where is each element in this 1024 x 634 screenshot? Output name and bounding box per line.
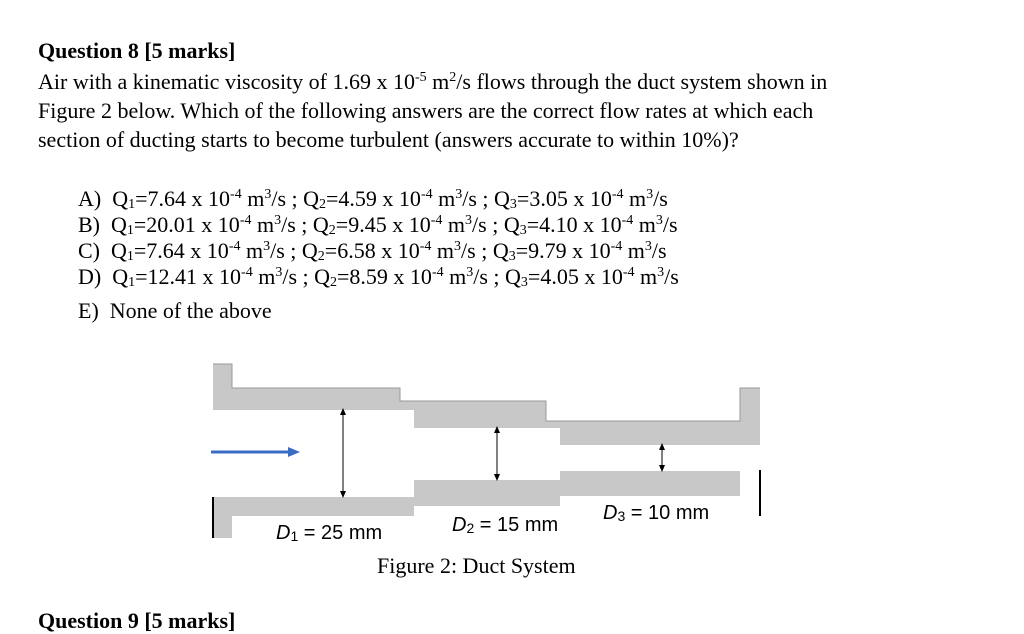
question-text-part: m: [426, 69, 450, 94]
unit: /s ;: [270, 238, 302, 263]
flow-symbol: Q: [494, 186, 510, 211]
unit: /s ;: [462, 186, 495, 211]
d3-label: $D_3 = 10$ mm: [603, 502, 710, 524]
next-question-title: Question 9 [5 marks]: [38, 608, 236, 633]
duct-top-wall: [213, 364, 760, 445]
exponent: 2: [449, 70, 457, 85]
flow-subscript: 3: [519, 223, 527, 238]
option-letter: A): [78, 186, 113, 211]
unit: /s ;: [472, 212, 504, 237]
unit: m: [431, 238, 455, 263]
d2-label: $D_2 = 15$ mm: [452, 514, 559, 536]
option-letter: D): [78, 264, 113, 289]
flow-subscript: 2: [328, 223, 336, 238]
unit: m: [240, 238, 264, 263]
exponent: -4: [228, 239, 241, 254]
flow-value: =8.59 x 10: [337, 264, 432, 289]
unit: /s: [651, 238, 667, 263]
flow-subscript: 1: [126, 223, 134, 238]
flow-arrow-head: [288, 447, 300, 457]
flow-value: =12.41 x 10: [135, 264, 242, 289]
exponent: -4: [430, 213, 443, 228]
flow-subscript: 3: [508, 249, 516, 264]
flow-symbol: Q: [492, 238, 509, 263]
unit-exponent: 3: [454, 239, 462, 254]
question-text-part: Air with a kinematic viscosity of 1.69 x 10: [38, 69, 415, 94]
unit-exponent: 3: [465, 213, 473, 228]
unit: /s ;: [282, 264, 315, 289]
exponent: -5: [415, 70, 427, 85]
exponent: -4: [239, 213, 252, 228]
unit: m: [634, 264, 658, 289]
unit: /s: [653, 186, 668, 211]
flow-symbol: Q: [303, 186, 320, 211]
exponent: -4: [622, 265, 635, 280]
unit: m: [622, 238, 645, 263]
unit: /s ;: [281, 212, 313, 237]
flow-subscript: 2: [317, 249, 325, 264]
unit-exponent: 3: [646, 187, 654, 202]
flow-symbol: Q: [112, 264, 129, 289]
unit-exponent: 3: [644, 239, 652, 254]
flow-value: =3.05 x 10: [516, 186, 612, 211]
flow-value: =9.45 x 10: [335, 212, 431, 237]
unit: /s: [664, 264, 679, 289]
figure-caption: Figure 2: Duct System: [377, 553, 576, 578]
exponent: -4: [230, 187, 242, 202]
flow-subscript: 1: [128, 275, 136, 290]
unit: m: [633, 212, 656, 237]
flow-value: =4.10 x 10: [526, 212, 622, 237]
option-letter: C): [78, 238, 111, 263]
flow-symbol: Q: [111, 212, 127, 237]
question-text-line-3: section of ducting starts to become turbulent (answers accurate to within 10%)?: [38, 127, 739, 152]
unit: m: [442, 212, 466, 237]
flow-symbol: Q: [111, 238, 127, 263]
flow-subscript: 3: [509, 197, 517, 212]
d1-arrow-bottom: [340, 491, 346, 498]
question-title: Question 8 [5 marks]: [38, 38, 236, 63]
unit: m: [251, 212, 275, 237]
unit: m: [432, 186, 456, 211]
unit: m: [252, 264, 276, 289]
d3-arrow-bottom: [659, 465, 665, 472]
flow-subscript: 2: [319, 197, 327, 212]
unit-exponent: 3: [657, 265, 665, 280]
exponent: -4: [431, 265, 444, 280]
flow-value: =7.64 x 10: [135, 186, 231, 211]
d2-arrow-bottom: [494, 474, 500, 481]
unit-exponent: 3: [655, 213, 663, 228]
flow-subscript: 1: [126, 249, 134, 264]
exponent: -4: [621, 213, 634, 228]
flow-symbol: Q: [312, 212, 329, 237]
flow-value: =6.58 x 10: [324, 238, 420, 263]
unit: m: [241, 186, 265, 211]
unit-exponent: 3: [274, 213, 282, 228]
flow-subscript: 3: [520, 275, 528, 290]
flow-symbol: Q: [314, 264, 331, 289]
unit: /s ;: [271, 186, 304, 211]
exponent: -4: [419, 239, 432, 254]
flow-subscript: 2: [330, 275, 338, 290]
unit: /s ;: [473, 264, 506, 289]
exponent: -4: [241, 265, 253, 280]
exponent: -4: [611, 187, 624, 202]
flow-symbol: Q: [112, 186, 129, 211]
exponent: -4: [420, 187, 433, 202]
flow-symbol: Q: [505, 264, 521, 289]
unit: /s ;: [461, 238, 493, 263]
exponent: -4: [610, 239, 623, 254]
unit-exponent: 3: [263, 239, 271, 254]
question-text-part: /s flows through the duct system shown in: [456, 69, 828, 94]
flow-value: =9.79 x 10: [515, 238, 611, 263]
unit-exponent: 3: [455, 187, 463, 202]
unit-exponent: 3: [275, 265, 283, 280]
flow-value: =20.01 x 10: [133, 212, 240, 237]
flow-value: =7.64 x 10: [133, 238, 229, 263]
flow-value: =4.59 x 10: [326, 186, 421, 211]
option-text: None of the above: [109, 298, 272, 323]
unit: m: [623, 186, 647, 211]
flow-subscript: 1: [128, 197, 136, 212]
unit: /s: [662, 212, 678, 237]
unit: m: [443, 264, 467, 289]
option-letter: E): [78, 298, 99, 323]
question-text-line-2: Figure 2 below. Which of the following answers are the correct flow rates at which each: [38, 98, 814, 123]
d1-label: $D_1 = 25$ mm: [276, 522, 383, 544]
unit-exponent: 3: [466, 265, 474, 280]
flow-symbol: Q: [301, 238, 318, 263]
flow-symbol: Q: [503, 212, 520, 237]
option-letter: B): [78, 212, 111, 237]
unit-exponent: 3: [264, 187, 272, 202]
flow-value: =4.05 x 10: [527, 264, 623, 289]
